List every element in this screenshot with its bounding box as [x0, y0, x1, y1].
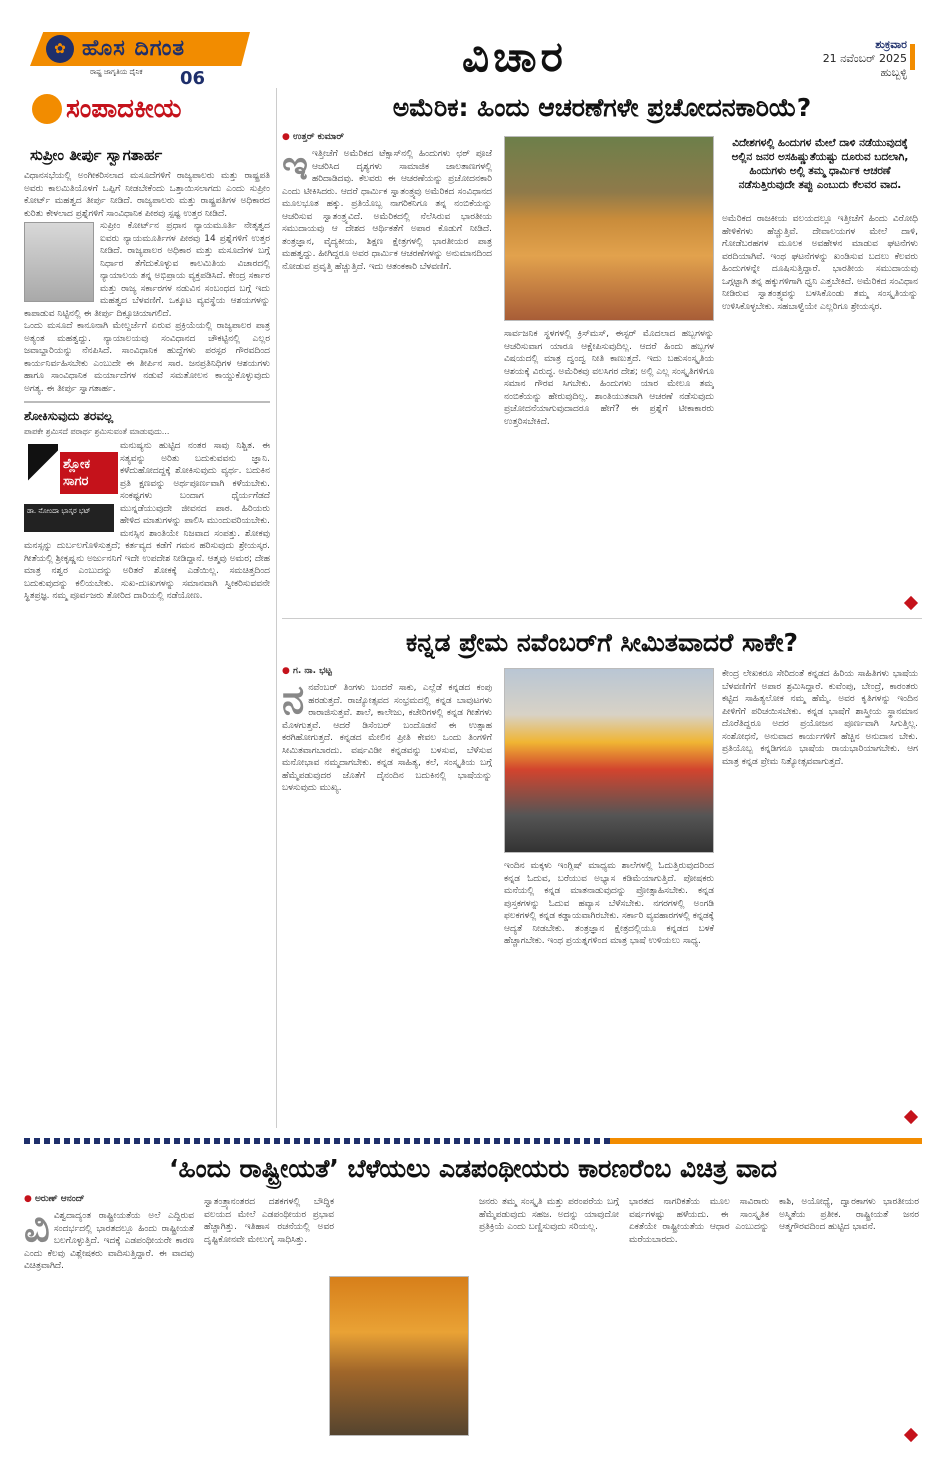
article-headline[interactable]: ಕನ್ನಡ ಪ್ರೇಮ ನವೆಂಬರ್‌ಗೆ ಸೀಮಿತವಾದರೆ ಸಾಕೇ? — [405, 628, 799, 657]
editorial-emblem-icon — [32, 94, 62, 124]
shloka-author: ಡಾ. ನೋಂದಾ ಭಾಸ್ಕರ ಭಟ್ — [24, 504, 114, 532]
editorial-label: ಸಂಪಾದಕೀಯ — [66, 94, 182, 124]
kannada-rally-photo — [504, 668, 714, 853]
article-column — [24, 1210, 194, 1440]
drop-cap: ನ — [282, 682, 305, 723]
article-kannada — [282, 624, 922, 1134]
article-column — [629, 1196, 769, 1436]
article-column — [722, 668, 918, 1122]
drop-cap: ವಿ — [24, 1210, 50, 1251]
accent-stripe — [910, 44, 915, 70]
shloka-subheading: ಪಾಪಕೇ ಶ್ರಮಿಸದೆ ಪರಾರ್ಥ ಶ್ರಮಿಸುವಂತೆ ಮಾಡುವುದು... — [24, 427, 170, 436]
article-column — [779, 1196, 919, 1436]
byline-author: ಉತ್ತರ್ ಕುಮಾರ್ — [293, 132, 345, 142]
article-text: ಭಾರತದ ನಾಗರಿಕತೆಯ ಮೂಲ ಸಾವಿರಾರು ವರ್ಷಗಳಷ್ಟು ಹಳೆಯದು. ಈ ಸಾಂಸ್ಕೃತಿಕ ಏಕತೆಯೇ ರಾಷ್ಟ್ರೀಯತೆಯ ಆಧಾರ ಎಂಬುದನ್ನು ಮರೆಯಬಾರದು. — [629, 1197, 769, 1245]
quill-pen-icon — [28, 444, 58, 504]
article-column — [479, 1196, 619, 1436]
dateline-date: 21 ನವೆಂಬರ್ 2025 — [822, 52, 907, 65]
article-headline[interactable]: ಅಮೆರಿಕ: ಹಿಂದು ಆಚರಣೆಗಳೇ ಪ್ರಚೋದನಕಾರಿಯೆ? — [392, 93, 812, 122]
editorial-header — [24, 88, 270, 140]
shloka-column-badge — [24, 444, 114, 536]
column-rule — [276, 88, 277, 1128]
left-column — [24, 88, 270, 603]
dateline-day: ಶುಕ್ರವಾರ — [875, 38, 907, 51]
article-text: ವಿಶ್ವದಾದ್ಯಂತ ರಾಷ್ಟ್ರೀಯತೆಯ ಅಲೆ ಎದ್ದಿರುವ ಸಂದರ್ಭದಲ್ಲಿ ಭಾರತದಲ್ಲೂ ಹಿಂದು ರಾಷ್ಟ್ರೀಯತೆ ಬಲಗೊಳ್ಳುತ್ತಿದೆ. ಇದಕ್ಕೆ ಎಡಪಂಥೀಯರೇ ಕಾರಣ ಎಂದು ಕೆಲವು ವಿಶ್ಲೇಷಕರು ವಾದಿಸುತ್ತಿದ್ದಾರೆ. ಈ ವಾದವು ವಿಚಿತ್ರವಾಗಿದೆ. — [24, 1211, 194, 1271]
logo-tagline: ರಾಷ್ಟ್ರ ಜಾಗೃತಿಯ ದೈನಿಕ — [90, 68, 143, 76]
byline-author: ಗ. ನಾ. ಭಟ್ಟ — [293, 666, 332, 676]
article-text: ಇತ್ತೀಚೆಗೆ ಅಮೆರಿಕದ ಟೆಕ್ಸಾಸ್‌ನಲ್ಲಿ ಹಿಂದುಗಳು ಛಠ್ ಪೂಜೆ ಆಚರಿಸಿದ ದೃಶ್ಯಗಳು ಸಾಮಾಜಿಕ ಜಾಲತಾಣಗಳಲ್ಲಿ ಹರಿದಾಡಿದವು. ಕೆಲವರು ಈ ಆಚರಣೆಯನ್ನು ಪ್ರಚೋದನಕಾರಿ ಎಂದು ಟೀಕಿಸಿದರು. ಆದರೆ ಧಾರ್ಮಿಕ ಸ್ವಾತಂತ್ರ್ಯವು ಅಮೆರಿಕದ ಸಂವಿಧಾನದ ಮೂಲಭೂತ ಹಕ್ಕು. ಪ್ರತಿಯೊಬ್ಬ ನಾಗರಿಕನಿಗೂ ತನ್ನ ನಂಬಿಕೆಯನ್ನು ಆಚರಿಸುವ ಸ್ವಾತಂತ್ರ್ಯವಿದೆ. ಅಮೆರಿಕದಲ್ಲಿ ನೆಲೆಸಿರುವ ಭಾರತೀಯ ಸಮುದಾಯವು ಆ ದೇಶದ ಆರ್ಥಿಕತೆಗೆ ಅಪಾರ ಕೊಡುಗೆ ನೀಡಿದೆ. ತಂತ್ರಜ್ಞಾನ, ವೈದ್ಯಕೀಯ, ಶಿಕ್ಷಣ ಕ್ಷೇತ್ರಗಳಲ್ಲಿ ಭಾರತೀಯರ ಪಾತ್ರ ಮಹತ್ವದ್ದು. ಹೀಗಿದ್ದರೂ ಅವರ ಧಾರ್ಮಿಕ ಆಚರಣೆಗಳನ್ನು ಅನುಮಾನದಿಂದ ನೋಡುವ ಪ್ರವೃತ್ತಿ ಹೆಚ್ಚುತ್ತಿದೆ. ಇದು ಆತಂಕಕಾರಿ ಬೆಳವಣಿಗೆ. — [282, 149, 492, 272]
shloka-heading[interactable]: ಶೋಕಿಸುವುದು ತರವಲ್ಲ — [24, 409, 114, 423]
article-column — [504, 328, 714, 608]
shloka-label: ಶ್ಲೋಕ ಸಾಗರ — [60, 452, 118, 494]
article-column — [504, 860, 714, 1122]
article-nationalism — [24, 1148, 922, 1448]
article-column — [204, 1196, 334, 1276]
editorial-paragraph: ವಿಧಾನಸಭೆಯಲ್ಲಿ ಅಂಗೀಕರಿಸಲಾದ ಮಸೂದೆಗಳಿಗೆ ರಾಜ್ಯಪಾಲರು ಮತ್ತು ರಾಷ್ಟ್ರಪತಿ ಅವರು ಕಾಲಮಿತಿಯೊಳಗೆ ಒಪ್ಪಿಗೆ ನೀಡಬೇಕೆಂದು ಒತ್ತಾಯಿಸಲಾಗದು ಎಂದು ಸುಪ್ರೀಂ ಕೋರ್ಟ್ ಮಹತ್ವದ ತೀರ್ಪು ನೀಡಿದೆ. ರಾಜ್ಯಪಾಲರು ಮತ್ತು ರಾಷ್ಟ್ರಪತಿಗಳ ಅಧಿಕಾರದ ಕುರಿತು ಕೇಳಲಾದ ಪ್ರಶ್ನೆಗಳಿಗೆ ಸಾಂವಿಧಾನಿಕ ಪೀಠವು ಸ್ಪಷ್ಟ ಉತ್ತರ ನೀಡಿದೆ. — [24, 171, 270, 219]
logo-text: ಹೊಸ ದಿಗಂತ — [82, 36, 186, 61]
newspaper-logo[interactable] — [30, 32, 250, 87]
procession-photo — [329, 1276, 469, 1436]
article-text: ಸಾರ್ವಜನಿಕ ಸ್ಥಳಗಳಲ್ಲಿ ಕ್ರಿಸ್‌ಮಸ್, ಈಸ್ಟರ್ ಮೊದಲಾದ ಹಬ್ಬಗಳನ್ನು ಆಚರಿಸುವಾಗ ಯಾರೂ ಆಕ್ಷೇಪಿಸುವುದಿಲ್ಲ. ಆದರೆ ಹಿಂದು ಹಬ್ಬಗಳ ವಿಷಯದಲ್ಲಿ ಮಾತ್ರ ದ್ವಂದ್ವ ನೀತಿ ಕಾಣುತ್ತದೆ. ಇದು ಬಹುಸಂಸ್ಕೃತಿಯ ಆಶಯಕ್ಕೆ ವಿರುದ್ಧ. ಅಮೆರಿಕವು ವಲಸಿಗರ ದೇಶ; ಅಲ್ಲಿ ಎಲ್ಲ ಸಂಸ್ಕೃತಿಗಳಿಗೂ ಸಮಾನ ಗೌರವ ಸಿಗಬೇಕು. ಹಿಂದುಗಳು ಯಾರ ಮೇಲೂ ತಮ್ಮ ನಂಬಿಕೆಯನ್ನು ಹೇರುವುದಿಲ್ಲ. ಶಾಂತಿಯುತವಾಗಿ ಆಚರಣೆ ನಡೆಸುವುದು ಪ್ರಚೋದನೆಯಾಗುವುದಾದರೂ ಹೇಗೆ? ಈ ಪ್ರಶ್ನೆಗೆ ಟೀಕಾಕಾರರು ಉತ್ತರಿಸಬೇಕಿದೆ. — [504, 329, 714, 427]
pull-quote: ವಿದೇಶಗಳಲ್ಲಿ ಹಿಂದುಗಳ ಮೇಲೆ ದಾಳಿ ನಡೆಯುವುದಕ್ಕೆ ಅಲ್ಲಿನ ಜನರ ಅಸಹಿಷ್ಣುತೆಯಷ್ಟು ದೂರುವ ಬದಲಾಗಿ, ಹಿಂದುಗಳು ಅಲ್ಲಿ ತಮ್ಮ ಧಾರ್ಮಿಕ ಆಚರಣೆ ನಡೆಸುತ್ತಿರುವುದೇ ತಪ್ಪು ಎಂಬುದು ಕೆಲವರ ವಾದ. — [731, 137, 909, 191]
editorial-paragraph: ಸುಪ್ರೀಂ ಕೋರ್ಟ್‌ನ ಪ್ರಧಾನ ನ್ಯಾಯಮೂರ್ತಿ ನೇತೃತ್ವದ ಐವರು ನ್ಯಾಯಮೂರ್ತಿಗಳ ಪೀಠವು 14 ಪ್ರಶ್ನೆಗಳಿಗೆ ಉತ್ತರ ನೀಡಿದೆ. ರಾಜ್ಯಪಾಲರ ಅಧಿಕಾರ ಮತ್ತು ಮಸೂದೆಗಳ ಬಗ್ಗೆ ನಿರ್ಧಾರ ತೆಗೆದುಕೊಳ್ಳುವ ಕಾಲಮಿತಿಯ ವಿಚಾರದಲ್ಲಿ ನ್ಯಾಯಾಲಯ ತನ್ನ ಅಭಿಪ್ರಾಯ ವ್ಯಕ್ತಪಡಿಸಿದೆ. ಕೇಂದ್ರ ಸರ್ಕಾರ ಮತ್ತು ರಾಜ್ಯ ಸರ್ಕಾರಗಳ ನಡುವಿನ ಸಂಬಂಧದ ಬಗ್ಗೆ ಇದು ಮಹತ್ವದ ಬೆಳವಣಿಗೆ. ಒಕ್ಕೂಟ ವ್ಯವಸ್ಥೆಯ ಆಶಯಗಳನ್ನು ಕಾಪಾಡುವ ನಿಟ್ಟಿನಲ್ಲಿ ಈ ತೀರ್ಪು ದಿಕ್ಸೂಚಿಯಾಗಲಿದೆ. — [24, 221, 270, 319]
section-divider-accent — [610, 1138, 922, 1144]
supreme-court-image — [24, 222, 94, 302]
editorial-paragraph: ಒಂದು ಮಸೂದೆ ಕಾನೂನಾಗಿ ಮೇಲ್ದರ್ಜೆಗೆ ಏರುವ ಪ್ರಕ್ರಿಯೆಯಲ್ಲಿ ರಾಜ್ಯಪಾಲರ ಪಾತ್ರ ಅತ್ಯಂತ ಮಹತ್ವದ್ದು. ನ್ಯಾಯಾಲಯವು ಸಂವಿಧಾನದ ಚೌಕಟ್ಟಿನಲ್ಲಿ ಎಲ್ಲರ ಜವಾಬ್ದಾರಿಯನ್ನು ನೆನಪಿಸಿದೆ. ಸಾಂವಿಧಾನಿಕ ಹುದ್ದೆಗಳು ಪರಸ್ಪರ ಗೌರವದಿಂದ ಕಾರ್ಯನಿರ್ವಹಿಸಬೇಕು ಎಂಬುದೇ ಈ ತೀರ್ಪಿನ ಸಾರ. ಜನಪ್ರತಿನಿಧಿಗಳ ಆಶಯಗಳು ಹಾಗೂ ಸಾಂವಿಧಾನಿಕ ಮರ್ಯಾದೆಗಳ ನಡುವೆ ಸಮತೋಲನ ಕಾಯ್ದುಕೊಳ್ಳುವುದು ಅಗತ್ಯ. ಈ ತೀರ್ಪು ಸ್ವಾಗತಾರ್ಹ. — [24, 321, 270, 394]
article-text: ಅಮೆರಿಕದ ರಾಜಕೀಯ ವಲಯದಲ್ಲೂ ಇತ್ತೀಚೆಗೆ ಹಿಂದು ವಿರೋಧಿ ಹೇಳಿಕೆಗಳು ಹೆಚ್ಚುತ್ತಿವೆ. ದೇವಾಲಯಗಳ ಮೇಲೆ ದಾಳಿ, ಗೋಡೆಬರಹಗಳ ಮೂಲಕ ಅವಹೇಳನ ಮಾಡುವ ಘಟನೆಗಳು ವರದಿಯಾಗಿವೆ. ಇಂಥ ಘಟನೆಗಳನ್ನು ಖಂಡಿಸುವ ಬದಲು ಕೆಲವರು ಹಿಂದುಗಳನ್ನೇ ದೂಷಿಸುತ್ತಿದ್ದಾರೆ. ಭಾರತೀಯ ಸಮುದಾಯವು ಒಗ್ಗಟ್ಟಾಗಿ ತನ್ನ ಹಕ್ಕುಗಳಿಗಾಗಿ ಧ್ವನಿ ಎತ್ತಬೇಕಿದೆ. ಅಮೆರಿಕದ ಸಂವಿಧಾನ ನೀಡಿರುವ ಸ್ವಾತಂತ್ರ್ಯವನ್ನು ಬಳಸಿಕೊಂಡು ತಮ್ಮ ಸಂಸ್ಕೃತಿಯನ್ನು ಉಳಿಸಿಕೊಳ್ಳಬೇಕು. ಸಹಬಾಳ್ವೆಯೇ ಎಲ್ಲರಿಗೂ ಶ್ರೇಯಸ್ಕರ. — [722, 214, 918, 312]
dateline-city: ಹುಬ್ಬಳ್ಳಿ — [880, 66, 907, 79]
article-column — [282, 682, 492, 1122]
section-rule — [282, 618, 922, 619]
article-text: ನವೆಂಬರ್ ತಿಂಗಳು ಬಂದರೆ ಸಾಕು, ಎಲ್ಲೆಡೆ ಕನ್ನಡದ ಕಂಪು ಹರಡುತ್ತದೆ. ರಾಜ್ಯೋತ್ಸವದ ಸಂಭ್ರಮದಲ್ಲಿ ಕನ್ನಡ ಬಾವುಟಗಳು ರಾರಾಜಿಸುತ್ತವೆ. ಶಾಲೆ, ಕಾಲೇಜು, ಕಚೇರಿಗಳಲ್ಲಿ ಕನ್ನಡ ಗೀತೆಗಳು ಮೊಳಗುತ್ತವೆ. ಆದರೆ ಡಿಸೆಂಬರ್ ಬಂದೊಡನೆ ಈ ಉತ್ಸಾಹ ಕರಗಿಹೋಗುತ್ತದೆ. ಕನ್ನಡದ ಮೇಲಿನ ಪ್ರೀತಿ ಕೇವಲ ಒಂದು ತಿಂಗಳಿಗೆ ಸೀಮಿತವಾಗಬಾರದು. ವರ್ಷವಿಡೀ ಕನ್ನಡವನ್ನು ಬಳಸುವ, ಬೆಳೆಸುವ ಮನೋಭಾವ ನಮ್ಮದಾಗಬೇಕು. ಕನ್ನಡ ಸಾಹಿತ್ಯ, ಕಲೆ, ಸಂಸ್ಕೃತಿಯ ಬಗ್ಗೆ ಹೆಮ್ಮೆಪಡುವುದರ ಜೊತೆಗೆ ದೈನಂದಿನ ಬದುಕಿನಲ್ಲಿ ಭಾಷೆಯನ್ನು ಬಳಸುವುದು ಮುಖ್ಯ. — [282, 683, 492, 793]
article-column — [282, 148, 492, 608]
divider — [24, 401, 270, 403]
shloka-body: ಮನುಷ್ಯನು ಹುಟ್ಟಿದ ನಂತರ ಸಾವು ನಿಶ್ಚಿತ. ಈ ಸತ್ಯವನ್ನು ಅರಿತು ಬದುಕುವವನು ಜ್ಞಾನಿ. ಕಳೆದುಹೋದದ್ದಕ್ಕೆ ಶೋಕಿಸುವುದು ವ್ಯರ್ಥ. ಬದುಕಿನ ಪ್ರತಿ ಕ್ಷಣವನ್ನು ಅರ್ಥಪೂರ್ಣವಾಗಿ ಕಳೆಯಬೇಕು. ಸಂಕಷ್ಟಗಳು ಬಂದಾಗ ಧೈರ್ಯಗೆಡದೆ ಮುನ್ನಡೆಯುವುದೇ ಜೀವನದ ಪಾಠ. ಹಿರಿಯರು ಹೇಳಿದ ಮಾತುಗಳನ್ನು ಪಾಲಿಸಿ ಮುಂದುವರಿಯಬೇಕು. ಮನಸ್ಸಿನ ಶಾಂತಿಯೇ ನಿಜವಾದ ಸಂಪತ್ತು. ಶೋಕವು ಮನಸ್ಸನ್ನು ದುರ್ಬಲಗೊಳಿಸುತ್ತದೆ; ಕರ್ತವ್ಯದ ಕಡೆಗೆ ಗಮನ ಹರಿಸುವುದು ಶ್ರೇಯಸ್ಕರ. ಗೀತೆಯಲ್ಲಿ ಶ್ರೀಕೃಷ್ಣನು ಅರ್ಜುನನಿಗೆ ಇದೇ ಉಪದೇಶ ನೀಡಿದ್ದಾನೆ. ಆತ್ಮವು ಅಮರ; ದೇಹ ಮಾತ್ರ ನಶ್ವರ ಎಂಬುದನ್ನು ಅರಿತರೆ ಶೋಕಕ್ಕೆ ಎಡೆಯಿಲ್ಲ. ಸಮಚಿತ್ತದಿಂದ ಬದುಕುವುದನ್ನು ಕಲಿಯಬೇಕು. ಸುಖ-ದುಃಖಗಳನ್ನು ಸಮಾನವಾಗಿ ಸ್ವೀಕರಿಸುವವನೇ ಸ್ಥಿತಪ್ರಜ್ಞ. ನಮ್ಮ ಪೂರ್ವಜರು ತೋರಿದ ದಾರಿಯಲ್ಲಿ ನಡೆಯೋಣ. — [24, 441, 270, 601]
article-text: ಜನರು ತಮ್ಮ ಸಂಸ್ಕೃತಿ ಮತ್ತು ಪರಂಪರೆಯ ಬಗ್ಗೆ ಹೆಮ್ಮೆಪಡುವುದು ಸಹಜ. ಅದನ್ನು ಯಾವುದೋ ಪ್ರತಿಕ್ರಿಯೆ ಎಂದು ಬಣ್ಣಿಸುವುದು ಸರಿಯಲ್ಲ. — [479, 1197, 619, 1232]
byline-marker-icon: ● — [282, 132, 293, 142]
editorial-headline[interactable]: ಸುಪ್ರೀಂ ತೀರ್ಪು ಸ್ವಾಗತಾರ್ಹ — [30, 146, 163, 164]
article-america — [282, 88, 922, 618]
masthead — [0, 0, 945, 92]
article-text: ಇಂದಿನ ಮಕ್ಕಳು ಇಂಗ್ಲಿಷ್ ಮಾಧ್ಯಮ ಶಾಲೆಗಳಲ್ಲಿ ಓದುತ್ತಿರುವುದರಿಂದ ಕನ್ನಡ ಓದುವ, ಬರೆಯುವ ಅಭ್ಯಾಸ ಕಡಿಮೆಯಾಗುತ್ತಿದೆ. ಪೋಷಕರು ಮನೆಯಲ್ಲಿ ಕನ್ನಡ ಮಾತನಾಡುವುದನ್ನು ಪ್ರೋತ್ಸಾಹಿಸಬೇಕು. ಕನ್ನಡ ಪುಸ್ತಕಗಳನ್ನು ಓದುವ ಹವ್ಯಾಸ ಬೆಳೆಸಬೇಕು. ನಗರಗಳಲ್ಲಿ ಅಂಗಡಿ ಫಲಕಗಳಲ್ಲಿ ಕನ್ನಡ ಕಡ್ಡಾಯವಾಗಿರಬೇಕು. ಸರ್ಕಾರಿ ವ್ಯವಹಾರಗಳಲ್ಲಿ ಕನ್ನಡಕ್ಕೆ ಆದ್ಯತೆ ನೀಡಬೇಕು. ತಂತ್ರಜ್ಞಾನ ಕ್ಷೇತ್ರದಲ್ಲಿಯೂ ಕನ್ನಡದ ಬಳಕೆ ಹೆಚ್ಚಾಗಬೇಕು. ಇಂಥ ಪ್ರಯತ್ನಗಳಿಂದ ಮಾತ್ರ ಭಾಷೆ ಉಳಿಯಲು ಸಾಧ್ಯ. — [504, 861, 714, 946]
section-title: ವಿಚಾರ — [462, 32, 567, 81]
lotus-emblem-icon: ✿ — [46, 35, 74, 63]
article-text: ಸ್ವಾತಂತ್ರ್ಯಾನಂತರದ ದಶಕಗಳಲ್ಲಿ ಬೌದ್ಧಿಕ ವಲಯದ ಮೇಲೆ ಎಡಪಂಥೀಯರ ಪ್ರಭಾವ ಹೆಚ್ಚಾಗಿತ್ತು. ಇತಿಹಾಸ ರಚನೆಯಲ್ಲಿ ಅವರ ದೃಷ್ಟಿಕೋನವೇ ಮೇಲುಗೈ ಸಾಧಿಸಿತ್ತು. — [204, 1197, 334, 1245]
article-text: ಕೇಂದ್ರ ಲೇಖಕರೂ ಸೇರಿದಂತೆ ಕನ್ನಡದ ಹಿರಿಯ ಸಾಹಿತಿಗಳು ಭಾಷೆಯ ಬೆಳವಣಿಗೆಗೆ ಅಪಾರ ಶ್ರಮಿಸಿದ್ದಾರೆ. ಕುವೆಂಪು, ಬೇಂದ್ರೆ, ಕಾರಂತರು ಕಟ್ಟಿದ ಸಾಹಿತ್ಯಲೋಕ ನಮ್ಮ ಹೆಮ್ಮೆ. ಅವರ ಕೃತಿಗಳನ್ನು ಇಂದಿನ ಪೀಳಿಗೆಗೆ ಪರಿಚಯಿಸಬೇಕು. ಕನ್ನಡ ಭಾಷೆಗೆ ಶಾಸ್ತ್ರೀಯ ಸ್ಥಾನಮಾನ ದೊರೆತಿದ್ದರೂ ಅದರ ಪ್ರಯೋಜನ ಪೂರ್ಣವಾಗಿ ಸಿಗುತ್ತಿಲ್ಲ. ಸಂಶೋಧನೆ, ಅನುವಾದ ಕಾರ್ಯಗಳಿಗೆ ಹೆಚ್ಚಿನ ಅನುದಾನ ಬೇಕು. ಪ್ರತಿಯೊಬ್ಬ ಕನ್ನಡಿಗನೂ ಭಾಷೆಯ ರಾಯಭಾರಿಯಾಗಬೇಕು. ಆಗ ಮಾತ್ರ ಕನ್ನಡ ಪ್ರೇಮ ನಿತ್ಯೋತ್ಸವವಾಗುತ್ತದೆ. — [722, 669, 918, 767]
article-column — [722, 213, 918, 608]
drop-cap: ಇ — [282, 148, 308, 189]
byline-marker-icon: ● — [282, 666, 293, 676]
page-number: 06 — [180, 68, 206, 89]
article-text: ಕಾಶಿ, ಅಯೋಧ್ಯೆ, ದ್ವಾರಕಾಗಳು ಭಾರತೀಯರ ಅಸ್ಮಿತೆಯ ಪ್ರತೀಕ. ರಾಷ್ಟ್ರೀಯತೆ ಜನರ ಆತ್ಮಗೌರವದಿಂದ ಹುಟ್ಟಿದ ಭಾವನೆ. — [779, 1197, 919, 1232]
byline-marker-icon: ● — [24, 1194, 35, 1204]
chhath-puja-photo — [504, 136, 714, 321]
dateline — [823, 38, 907, 80]
byline-author: ಅರುಣ್ ಆನಂದ್ — [35, 1194, 85, 1204]
article-headline[interactable]: ‘ಹಿಂದು ರಾಷ್ಟ್ರೀಯತೆ’ ಬೆಳೆಯಲು ಎಡಪಂಥೀಯರು ಕಾರಣರೆಂಬ ವಿಚಿತ್ರ ವಾದ — [168, 1154, 778, 1183]
